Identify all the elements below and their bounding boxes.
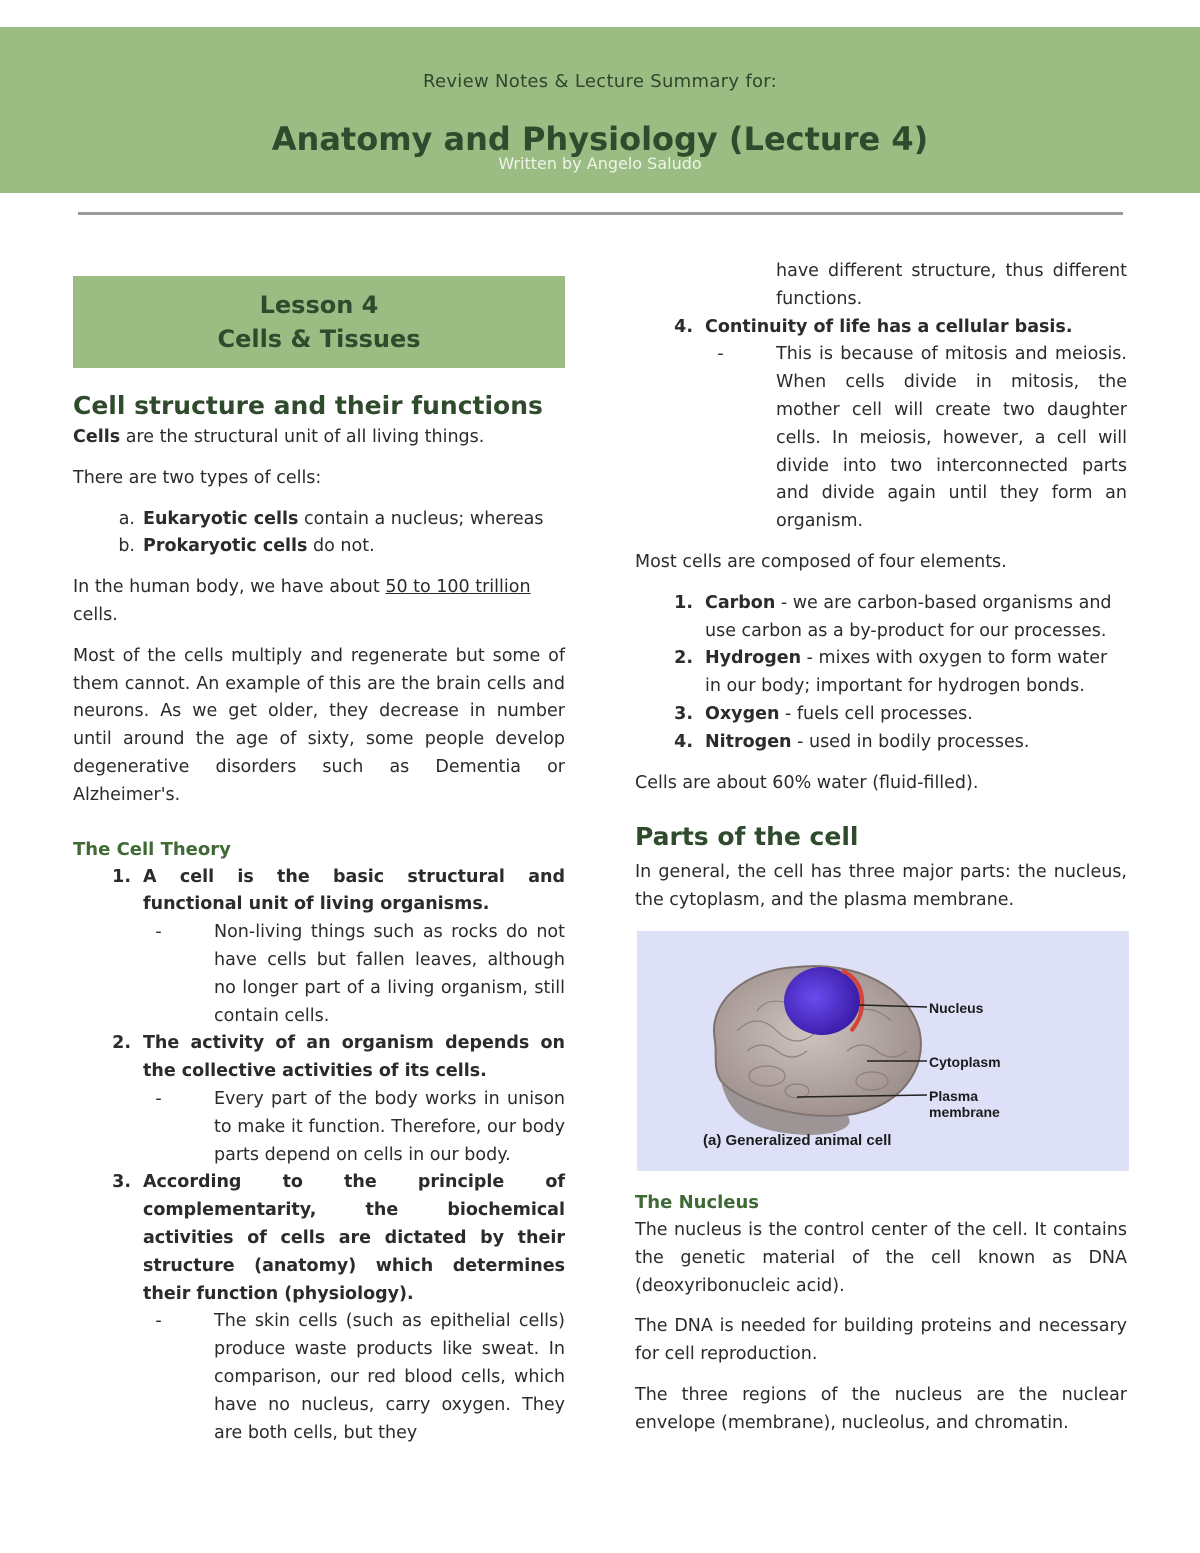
element-item: 4. Nitrogen - used in bodily processes. — [674, 731, 1030, 752]
right-column — [635, 258, 1127, 1438]
plasma-label: Plasma — [929, 1087, 979, 1104]
nucleus-heading: The Nucleus — [635, 1191, 760, 1213]
water-fact: Cells are about 60% water (fluid-filled). — [635, 772, 979, 793]
cell-theory-item-3: 3. According to the principle of complementarity, the biochemical activities of cells are dictated by their structure (anatomy) which determines their function (physiology). — [112, 1172, 565, 1304]
cell-theory-heading: The Cell Theory — [73, 838, 231, 860]
cell-diagram-image — [637, 931, 1129, 1171]
cell-theory-note-4: - This is because of mitosis and meiosis. When cells divide in mitosis, the mother cell will create two daughter cells. In meiosis, however, a cell will divide into two interconnected parts and divide again until they form an organism. — [717, 344, 1127, 532]
cell-theory-note-3-continued: have different structure, thus different functions. — [776, 261, 1127, 309]
nucleus-shape — [784, 967, 860, 1035]
nucleus-label: Nucleus — [929, 999, 984, 1016]
list-item: b. Prokaryotic cells do not. — [118, 536, 375, 557]
list-item: a. Eukaryotic cells contain a nucleus; whereas — [118, 508, 544, 529]
section-heading-parts: Parts of the cell — [635, 822, 859, 852]
cell-types-intro: There are two types of cells: — [73, 467, 322, 488]
regeneration-paragraph: Most of the cells multiply and regenerate but some of them cannot. An example of this are the brain cells and neurons. As we get older, they decrease in number until around the age of sixty, some people develop degenerative disorders such as Dementia or Alzheimer's. — [73, 645, 565, 805]
parts-intro: In general, the cell has three major parts: the nucleus, the cytoplasm, and the plasma membrane. — [635, 862, 1127, 911]
membrane-label: membrane — [929, 1103, 1000, 1120]
cytoplasm-label: Cytoplasm — [929, 1053, 1001, 1070]
nucleus-paragraph-1: The nucleus is the control center of the cell. It contains the genetic material of the cell known as DNA (deoxyribonucleic acid). — [635, 1219, 1127, 1296]
figure-caption: (a) Generalized animal cell — [703, 1131, 892, 1149]
document-title: Anatomy and Physiology (Lecture 4) — [271, 120, 929, 158]
author-line: Written by Angelo Saludo — [498, 154, 702, 173]
section-heading-cell-structure: Cell structure and their functions — [73, 391, 543, 420]
cell-theory-note-2: - Every part of the body works in unison to make it function. Therefore, our body parts depend on cells in our body. — [155, 1088, 565, 1165]
lesson-box — [73, 276, 565, 368]
cells-definition: Cells are the structural unit of all living things. — [73, 427, 485, 447]
element-item: 2. Hydrogen - mixes with oxygen to form water in our body; important for hydrogen bonds. — [674, 648, 1108, 697]
cell-count-paragraph: In the human body, we have about 50 to 100 trillion cells. — [73, 577, 531, 625]
element-item: 1. Carbon - we are carbon-based organisms and use carbon as a by-product for our processes. — [674, 592, 1112, 641]
cell-theory-item-2: 2. The activity of an organism depends on the collective activities of its cells. — [112, 1033, 565, 1082]
element-item: 3. Oxygen - fuels cell processes. — [674, 703, 973, 724]
lesson-topic: Cells & Tissues — [217, 325, 421, 353]
header-banner — [0, 27, 1200, 193]
lesson-number: Lesson 4 — [259, 291, 379, 319]
header-divider — [78, 212, 1123, 215]
header-kicker: Review Notes & Lecture Summary for: — [422, 71, 778, 92]
cell-theory-note-1: - Non-living things such as rocks do not have cells but fallen leaves, although no longer part of a living organism, still contain cells. — [155, 922, 565, 1026]
cell-theory-item-4: 4. Continuity of life has a cellular basis. — [674, 316, 1073, 337]
cell-theory-item-1: 1. A cell is the basic structural and functional unit of living organisms. — [112, 866, 565, 915]
cell-theory-note-3: - The skin cells (such as epithelial cells) produce waste products like sweat. In comparison, our red blood cells, which have no nucleus, carry oxygen. They are both cells, but they — [155, 1311, 565, 1443]
nucleus-paragraph-3: The three regions of the nucleus are the nuclear envelope (membrane), nucleolus, and chromatin. — [635, 1384, 1127, 1433]
elements-intro: Most cells are composed of four elements. — [635, 551, 1007, 572]
nucleus-paragraph-2: The DNA is needed for building proteins and necessary for cell reproduction. — [635, 1316, 1127, 1365]
left-column — [73, 276, 565, 1447]
